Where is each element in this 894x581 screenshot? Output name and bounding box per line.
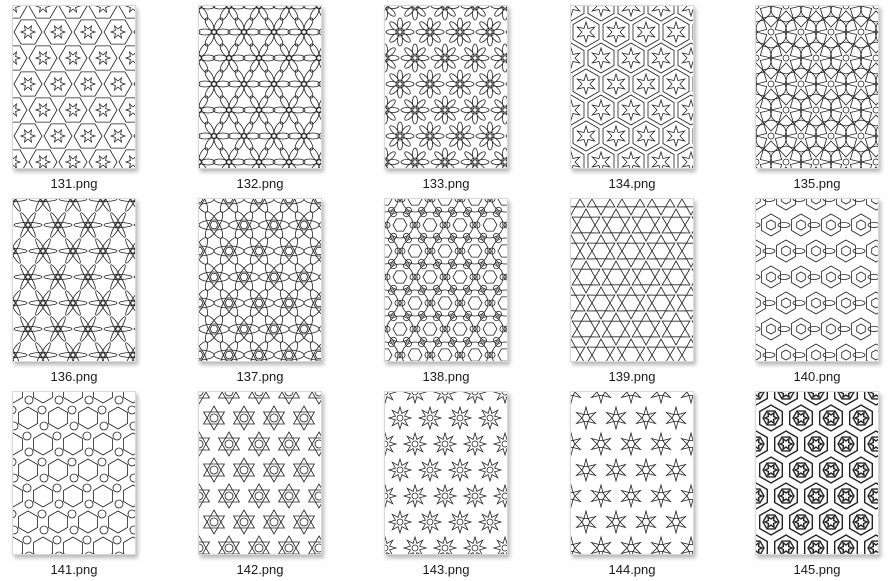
file-name: 132.png <box>236 176 284 191</box>
file-thumbnail <box>755 391 879 555</box>
file-name: 140.png <box>793 369 841 384</box>
pattern-preview <box>756 392 878 554</box>
file-name: 133.png <box>422 176 470 191</box>
pattern-preview <box>13 392 135 554</box>
pattern-preview <box>385 6 507 168</box>
file-name: 144.png <box>608 562 656 577</box>
pattern-preview <box>199 199 321 361</box>
file-item[interactable] <box>737 198 894 388</box>
file-thumbnail <box>384 198 508 362</box>
file-item[interactable] <box>366 391 526 581</box>
file-name: 145.png <box>793 562 841 577</box>
file-item[interactable] <box>0 5 154 195</box>
pattern-preview <box>13 199 135 361</box>
pattern-preview <box>756 6 878 168</box>
file-thumbnail <box>570 5 694 169</box>
file-thumbnail <box>384 391 508 555</box>
file-item[interactable] <box>0 391 154 581</box>
file-name: 143.png <box>422 562 470 577</box>
pattern-preview <box>385 392 507 554</box>
pattern-preview <box>385 199 507 361</box>
file-item[interactable] <box>180 391 340 581</box>
file-item[interactable] <box>180 198 340 388</box>
file-item[interactable] <box>552 391 712 581</box>
pattern-preview <box>571 392 693 554</box>
file-thumbnail <box>755 5 879 169</box>
file-name: 135.png <box>793 176 841 191</box>
file-thumbnail <box>12 198 136 362</box>
file-name: 134.png <box>608 176 656 191</box>
file-thumbnail <box>12 5 136 169</box>
file-item[interactable] <box>737 5 894 195</box>
file-name: 136.png <box>50 369 98 384</box>
file-item[interactable] <box>0 198 154 388</box>
pattern-preview <box>13 6 135 168</box>
file-item[interactable] <box>737 391 894 581</box>
file-item[interactable] <box>366 5 526 195</box>
pattern-preview <box>571 6 693 168</box>
file-thumbnail <box>198 391 322 555</box>
file-thumbnail <box>570 391 694 555</box>
file-item[interactable] <box>180 5 340 195</box>
file-thumbnail <box>198 5 322 169</box>
file-name: 141.png <box>50 562 98 577</box>
file-name: 142.png <box>236 562 284 577</box>
file-item[interactable] <box>366 198 526 388</box>
pattern-preview <box>199 6 321 168</box>
file-thumbnail <box>570 198 694 362</box>
file-item[interactable] <box>552 5 712 195</box>
pattern-preview <box>571 199 693 361</box>
file-thumbnail <box>755 198 879 362</box>
file-thumbnail <box>384 5 508 169</box>
file-name: 138.png <box>422 369 470 384</box>
file-thumbnail <box>198 198 322 362</box>
pattern-preview <box>756 199 878 361</box>
file-name: 139.png <box>608 369 656 384</box>
file-item[interactable] <box>552 198 712 388</box>
file-name: 131.png <box>50 176 98 191</box>
file-thumbnail <box>12 391 136 555</box>
file-name: 137.png <box>236 369 284 384</box>
pattern-preview <box>199 392 321 554</box>
